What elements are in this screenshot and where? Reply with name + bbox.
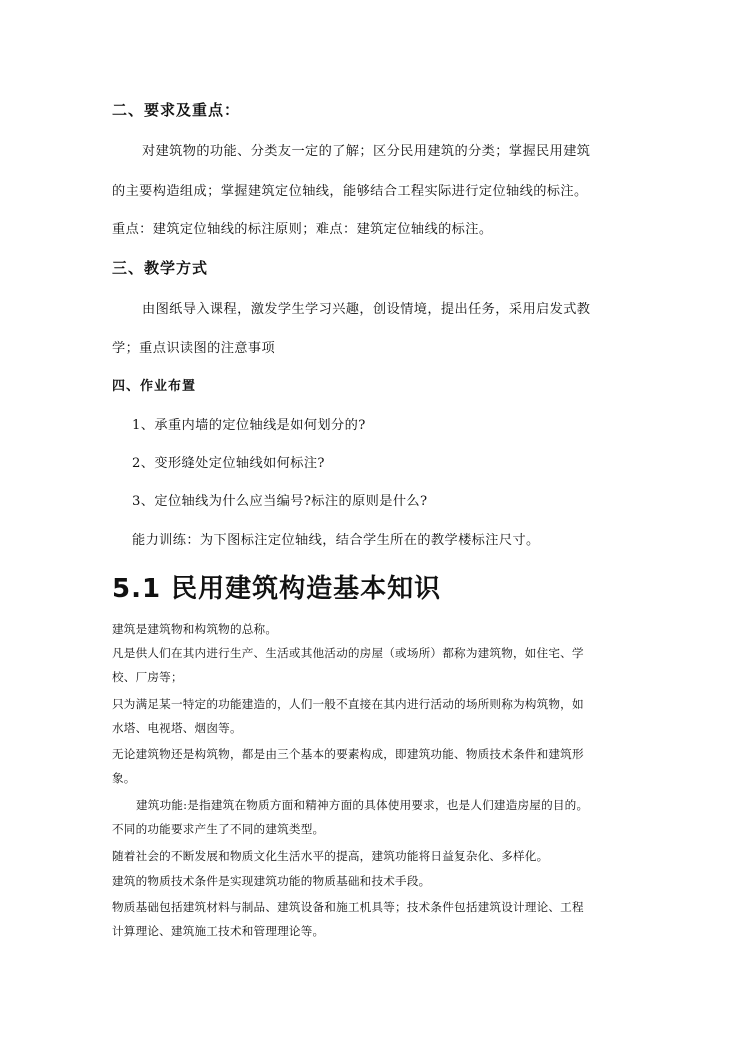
section-2-heading: 二、要求及重点： xyxy=(112,101,241,119)
body-line: 建筑的物质技术条件是实现建筑功能的物质基础和技术手段。 xyxy=(112,874,431,888)
body-line: 水塔、电视塔、烟囱等。 xyxy=(112,721,242,735)
body-line: 无论建筑物还是构筑物，都是由三个基本的要素构成，即建筑功能、物质技术条件和建筑形 xyxy=(112,747,584,761)
body-line: 象。 xyxy=(112,771,136,785)
ability-training: 能力训练：为下图标注定位轴线，结合学生所在的教学楼标注尺寸。 xyxy=(132,533,540,548)
body-line: 计算理论、建筑施工技术和管理理论等。 xyxy=(112,924,325,938)
section-3-paragraph-line: 由图纸导入课程，激发学生学习兴趣，创设情境，提出任务，采用启发式教 xyxy=(142,302,591,317)
section-3-heading: 三、教学方式 xyxy=(112,259,209,277)
section-2-paragraph-line: 对建筑物的功能、分类友一定的了解；区分民用建筑的分类；掌握民用建筑 xyxy=(142,144,591,159)
section-3-paragraph-line: 学；重点识读图的注意事项 xyxy=(112,341,276,356)
body-line: 只为满足某一特定的功能建造的，人们一般不直接在其内进行活动的场所则称为构筑物，如 xyxy=(112,697,584,711)
body-line: 建筑功能:是指建筑在物质方面和精神方面的具体使用要求，也是人们建造房屋的目的。 xyxy=(136,798,589,812)
body-line: 凡是供人们在其内进行生产、生活或其他活动的房屋（或场所）都称为建筑物，如住宅、学 xyxy=(112,646,584,660)
body-line: 物质基础包括建筑材料与制品、建筑设备和施工机具等；技术条件包括建筑设计理论、工程 xyxy=(112,900,584,914)
section-2-paragraph-line: 的主要构造组成；掌握建筑定位轴线，能够结合工程实际进行定位轴线的标注。 xyxy=(112,184,588,199)
body-line: 建筑是建筑物和构筑物的总称。 xyxy=(112,622,278,636)
homework-item: 1、承重内墙的定位轴线是如何划分的? xyxy=(132,418,366,433)
body-line: 校、厂房等； xyxy=(112,670,183,684)
body-line: 随着社会的不断发展和物质文化生活水平的提高，建筑功能将日益复杂化、多样化。 xyxy=(112,849,549,863)
chapter-title: 5.1 民用建筑构造基本知识 xyxy=(112,574,442,604)
homework-item: 3、定位轴线为什么应当编号?标注的原则是什么? xyxy=(132,494,428,509)
body-line: 不同的功能要求产生了不同的建筑类型。 xyxy=(112,822,325,836)
homework-item: 2、变形缝处定位轴线如何标注? xyxy=(132,456,325,471)
section-4-heading: 四、作业布置 xyxy=(112,379,197,394)
section-2-key-points: 重点：建筑定位轴线的标注原则；难点：建筑定位轴线的标注。 xyxy=(112,222,493,237)
